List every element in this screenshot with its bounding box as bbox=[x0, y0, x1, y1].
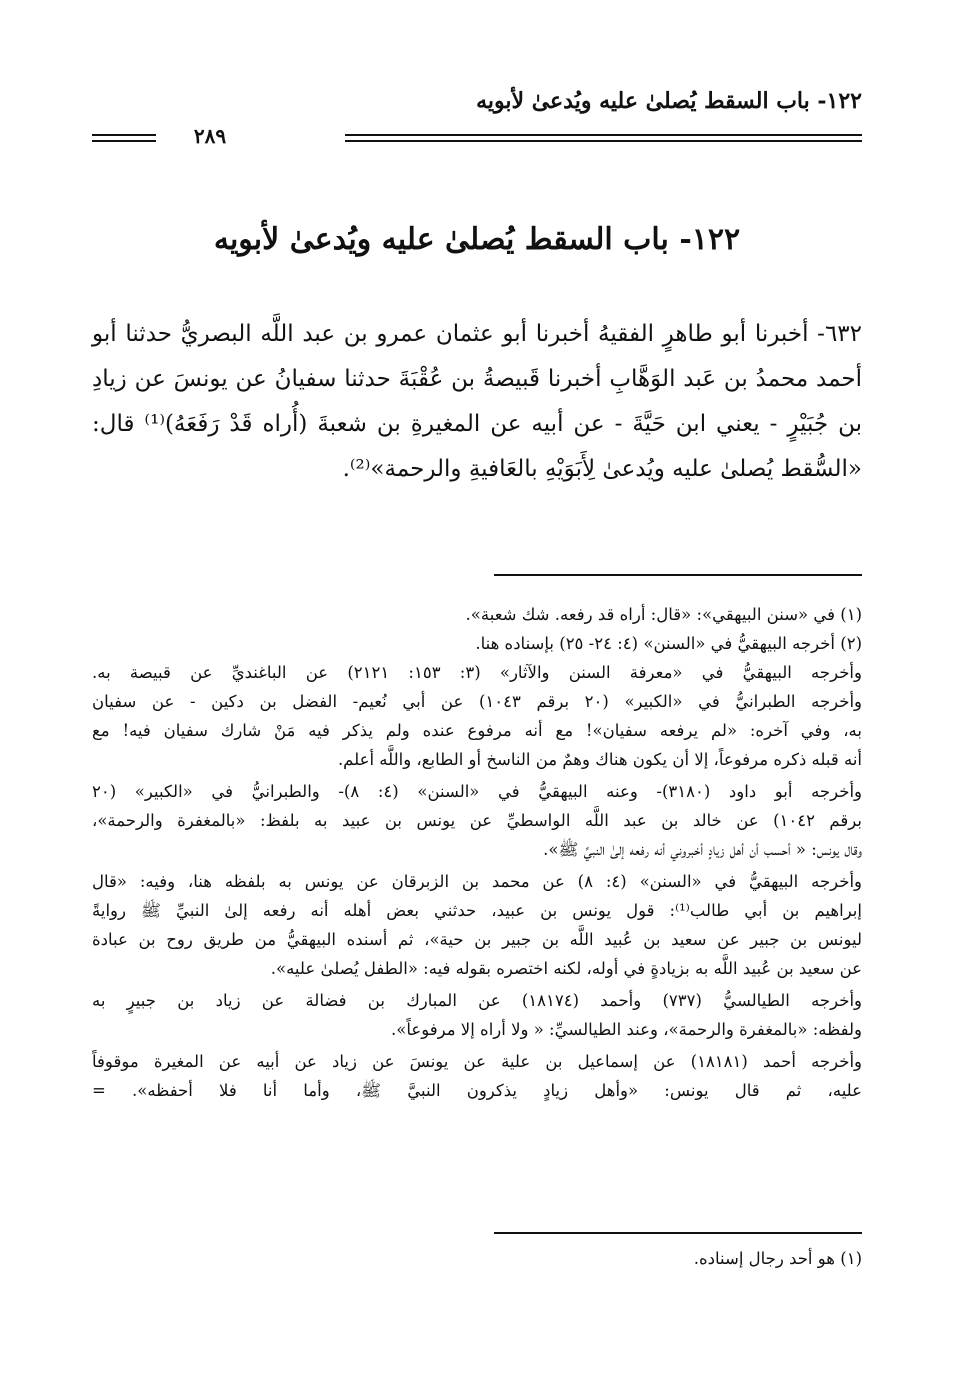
footnote-line: (١) هو أحد رجال إسناده. bbox=[693, 1249, 862, 1268]
footnote-line: وأخرجه الطبرانيُّ في «الكبير» (٢٠ برقم ١٠٤٣) عن أبي نُعيم- الفضل بن دكين - عن سفيان bbox=[92, 692, 862, 711]
footnote-line: برقم ١٠٤٢) عن خالد بن عبد اللَّه الواسطيِّ عن يونس بن عبيد به بلفظ: «بالمغفرة والرحمة»، bbox=[92, 811, 862, 830]
footnote-line: ليونس بن جبير عن سعيد بن عُبيد اللَّه بن جبير بن حية»، ثم أسنده البيهقيُّ من طريق روح بن عبادة bbox=[92, 930, 862, 949]
footnote-line: عليه، ثم قال يونس: «وأهل زيادٍ يذكرون النبيَّ ﷺ، وأما أنا فلا أحفظه». = bbox=[92, 1081, 862, 1100]
footnote-line: ولفظه: «بالمغفرة والرحمة»، وعند الطيالسيِّ: « ولا أراه إلا مرفوعاً». bbox=[391, 1020, 862, 1039]
footnote-line: (٢) أخرجه البيهقيُّ في «السنن» (٤: ٢٤- ٢٥) بإسناده هنا. bbox=[475, 634, 862, 653]
footnote-line: وقال يونس: « أحسب أن أهل زيادٍ أخبروني أنه رفعه إلىٰ النبيِّ ﷺ». bbox=[543, 840, 862, 859]
running-header: ١٢٢- باب السقط يُصلىٰ عليه ويُدعىٰ لأبويه bbox=[476, 88, 862, 114]
header-rule bbox=[92, 124, 862, 150]
footnote-line: وأخرجه البيهقيُّ في «السنن» (٤: ٨) عن محمد بن الزبرقان عن يونس به بلفظه هنا، وفيه: «قال bbox=[92, 872, 862, 891]
footnote-separator bbox=[494, 574, 862, 576]
footnote-line: وأخرجه الطيالسيُّ (٧٣٧) وأحمد (١٨١٧٤) عن المبارك بن فضالة عن زياد بن جبيرٍ به bbox=[92, 991, 862, 1010]
footnote-line: (١) في «سنن البيهقي»: «قال: أراه قد رفعه. شك شعبة». bbox=[465, 605, 862, 624]
footnote-separator-2 bbox=[494, 1232, 862, 1234]
footnote-line: وأخرجه أحمد (١٨١٨١) عن إسماعيل بن علية عن يونسَ عن زياد عن أبيه عن المغيرة موقوفاً bbox=[92, 1052, 862, 1071]
header-rule-right bbox=[345, 134, 862, 142]
footnotes bbox=[92, 600, 862, 1105]
footnote-line: وأخرجه أبو داود (٣١٨٠)- وعنه البيهقيُّ في «السنن» (٤: ٨)- والطبرانيُّ في «الكبير» (٢٠ bbox=[92, 782, 862, 801]
footnote-line: به، وفي آخره: «لم يرفعه سفيان»! مع أنه مرفوع عنده ولم يذكر فيه مَنْ شارك سفيان فيه! مع bbox=[92, 721, 862, 740]
sub-footnotes bbox=[92, 1244, 862, 1273]
footnote-line: وأخرجه البيهقيُّ في «معرفة السنن والآثار» (٣: ١٥٣: ٢١٢١) عن الباغنديِّ عن قبيصة به. bbox=[92, 663, 862, 682]
header-rule-left bbox=[92, 134, 156, 142]
footnote-line: إبراهيم بن أبي طالب⁽¹⁾: قول يونس بن عبيد، حدثني بعض أهله أنه رفعه إلىٰ النبيِّ ﷺ روايةً bbox=[92, 901, 862, 920]
hadith-text: ٦٣٢- أخبرنا أبو طاهرٍ الفقيهُ أخبرنا أبو عثمان عمرو بن عبد اللَّه البصريُّ حدثنا أبو أحمد محمدُ بن عَبد الوَهَّابِ أخبرنا قَبيصةُ بن عُقْبَةَ حدثنا سفيانُ عن يونسَ عن زيادِ بن جُبَيْرٍ - يعني ابن حَيَّةَ - عن أبيه عن المغيرةِ بن شعبةَ (أُراه قَدْ رَفَعَهُ)⁽¹⁾ قال: «السُّقط يُصلىٰ عليه ويُدعىٰ لِأَبَوَيْهِ بالعَافيةِ والرحمة»⁽²⁾. bbox=[92, 321, 862, 482]
footnote-line: عن سعيد بن عُبيد اللَّه به بزيادةٍ في أوله، لكنه اختصره بقوله فيه: «الطفل يُصلىٰ عليه». bbox=[270, 959, 862, 978]
footnote-line: أنه قبله ذكره مرفوعاً، إلا أن يكون هناك وهمٌ من الناسخ أو الطابع، واللَّه أعلم. bbox=[337, 750, 862, 769]
chapter-title: ١٢٢- باب السقط يُصلىٰ عليه ويُدعىٰ لأبويه bbox=[213, 222, 741, 257]
page-number: ٢٨٩ bbox=[193, 124, 227, 148]
